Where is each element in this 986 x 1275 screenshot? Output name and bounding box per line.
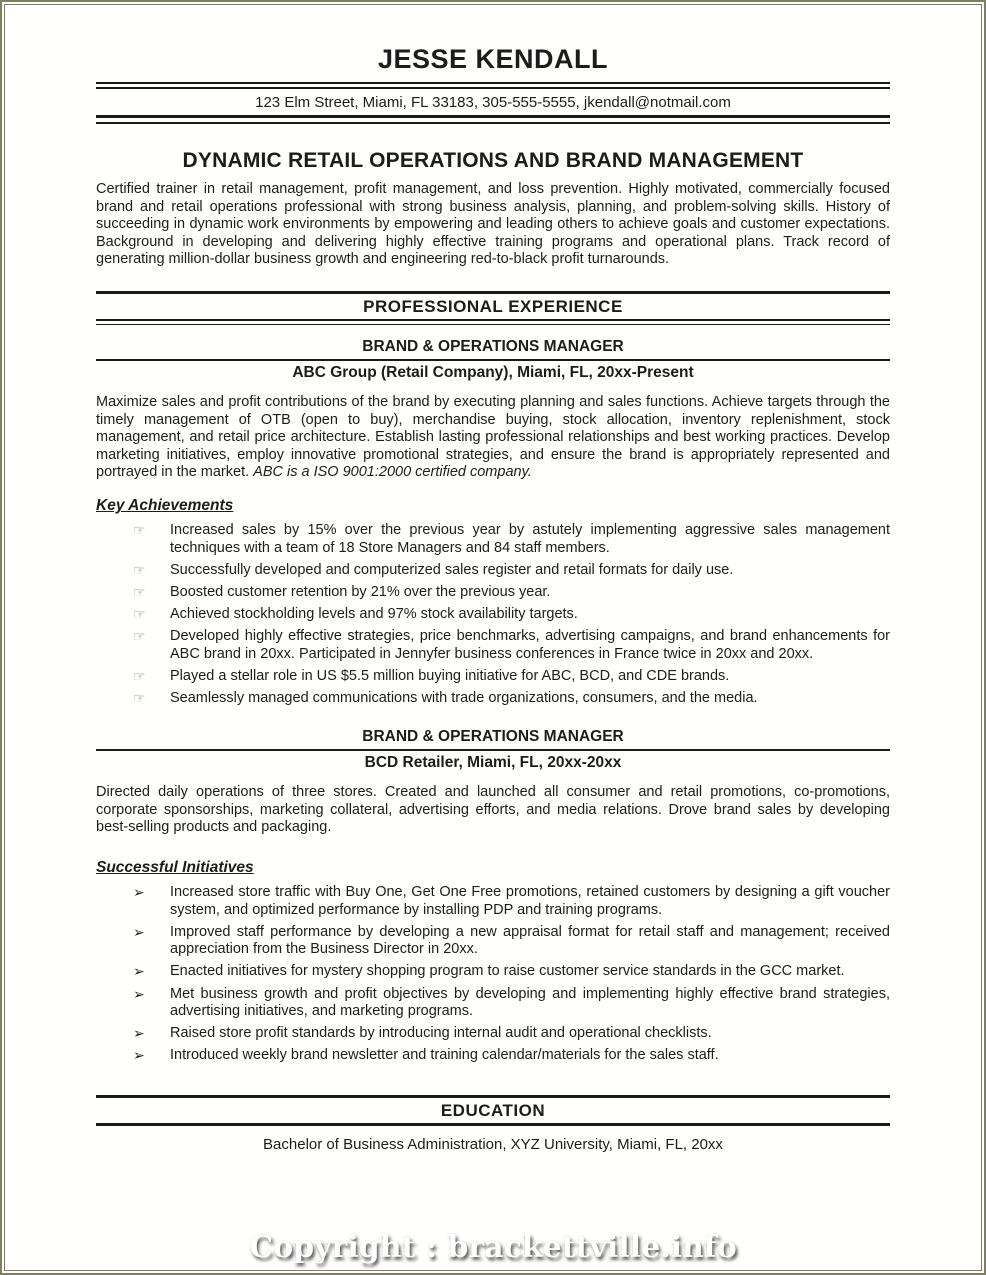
job-1-description [96,394,890,482]
list-item [96,884,890,919]
pointing-hand-icon: ☞ [133,561,146,578]
header-rule-bottom [96,115,890,124]
list-item [96,606,890,624]
list-item [96,963,890,981]
list-item-text: Successfully developed and computerized sales register and retail formats for daily use. [170,561,734,578]
job-1-description-italic: ABC is a ISO 9001:2000 certified company. [253,464,532,481]
list-item-text: Raised store profit standards by introducing internal audit and operational checklists. [170,1025,712,1042]
list-item-text: Introduced weekly brand newsletter and training calendar/materials for the sales staff. [170,1047,719,1064]
pointing-hand-icon: ☞ [133,605,146,622]
pointing-hand-icon: ☞ [133,583,146,600]
job-2-description: Directed daily operations of three stores. Created and launched all consumer and retail promotions, co-promotions, corporate sponsorships, marketing collateral, advertising efforts, and media relations. Drove brand sales by developing best-selling products and packaging. [96,784,890,836]
list-item [96,690,890,708]
pointing-hand-icon: ☞ [133,667,146,684]
list-item-text: Enacted initiatives for mystery shopping program to raise customer service standards in the GCC market. [170,963,845,980]
job-2-title-rule [96,749,890,751]
job-1 [96,338,890,707]
job-2-title: BRAND & OPERATIONS MANAGER [362,728,624,746]
arrowhead-icon: ➢ [133,1047,145,1064]
contact-line: 123 Elm Street, Miami, FL 33183, 305-555-5555, jkendall@notmail.com [255,94,731,111]
list-item [96,668,890,686]
summary-paragraph: Certified trainer in retail management, profit management, and loss prevention. Highly motivated, commercially focused brand and retail operations professional with strong business analysis, planning, and problem-solving skills. History of succeeding in dynamic work environments by empowering and leading others to achieve goals and customer expectations. Background in developing and delivering highly effective training programs and operational plans. Track record of generating million-dollar business growth and engineering red-to-black profit turnarounds. [96,181,890,268]
copyright-watermark: Copyright : brackettville.info [249,1230,737,1265]
arrowhead-icon: ➢ [133,985,145,1002]
job-2-company: BCD Retailer, Miami, FL, 20xx-20xx [364,754,622,772]
list-item-text: Increased store traffic with Buy One, Get One Free promotions, retained customers by designing a gift voucher system, and optimized performance by installing PDP and training programs. [170,884,890,918]
list-item-text: Developed highly effective strategies, price benchmarks, advertising campaigns, and brand enhancements for ABC brand in 20xx. Participated in Jennyfer business conferences in France twice in 20xx and 20xx. [170,627,890,662]
pointing-hand-icon: ☞ [133,689,146,706]
experience-section-heading: PROFESSIONAL EXPERIENCE [363,296,623,316]
list-item-text: Increased sales by 15% over the previous year by astutely implementing aggressive sales management techniques with a team of 18 Store Managers and 84 staff members. [170,521,890,556]
list-item-text: Improved staff performance by developing a new appraisal format for retail staff and management; received appreciation from the Business Director in 20xx. [170,923,890,958]
list-item [96,924,890,959]
job-1-company: ABC Group (Retail Company), Miami, FL, 20xx-Present [292,363,694,381]
pointing-hand-icon: ☞ [133,521,146,538]
arrowhead-icon: ➢ [133,963,145,980]
list-item [96,986,890,1021]
list-item [96,522,890,557]
education-section-bar [96,1095,890,1126]
list-item-text: Seamlessly managed communications with trade organizations, consumers, and the media. [170,689,758,706]
experience-section-bar [96,291,890,325]
arrowhead-icon: ➢ [133,1025,145,1042]
job-1-description-text: Maximize sales and profit contributions of the brand by executing planning and sales functions. Achieve targets through the timely management of OTB (open to buy), merchandise buying, stock allocation, inventory replenishment, stock management, and retail price architecture. Establish lasting professional relationships and best working practices. Develop marketing initiatives, employ innovative promotional strategies, and ensure the brand is appropriately represented and portrayed in the market. [96,393,890,481]
list-item [96,1025,890,1043]
section-rule-bottom [96,319,890,325]
job-1-title-rule [96,359,890,361]
job-2 [96,728,890,1065]
education-section-heading: EDUCATION [440,1100,546,1120]
list-item [96,628,890,663]
candidate-name: JESSE KENDALL [377,44,609,74]
list-item [96,1047,890,1065]
pointing-hand-icon: ☞ [133,627,146,644]
list-item-text: Boosted customer retention by 21% over the previous year. [170,583,551,600]
list-item-text: Played a stellar role in US $5.5 million buying initiative for ABC, BCD, and CDE brands. [170,667,730,684]
arrowhead-icon: ➢ [133,884,145,901]
list-item [96,562,890,580]
resume-content [2,44,984,1153]
header-rule-top [96,82,890,89]
headline-title: DYNAMIC RETAIL OPERATIONS AND BRAND MANAGEMENT [182,149,804,172]
successful-initiatives-list [96,884,890,1065]
degree-line: Bachelor of Business Administration, XYZ University, Miami, FL, 20xx [263,1135,723,1153]
section-rule-bottom [96,1123,890,1126]
successful-initiatives-heading: Successful Initiatives [96,859,254,877]
list-item-text: Achieved stockholding levels and 97% stock availability targets. [170,605,578,622]
job-1-title: BRAND & OPERATIONS MANAGER [362,337,624,355]
arrowhead-icon: ➢ [133,923,145,940]
key-achievements-list [96,522,890,707]
list-item [96,584,890,602]
key-achievements-heading: Key Achievements [96,496,234,514]
list-item-text: Met business growth and profit objectives by developing and implementing highly effective brand strategies, advertising initiatives, and marketing programs. [170,985,890,1020]
